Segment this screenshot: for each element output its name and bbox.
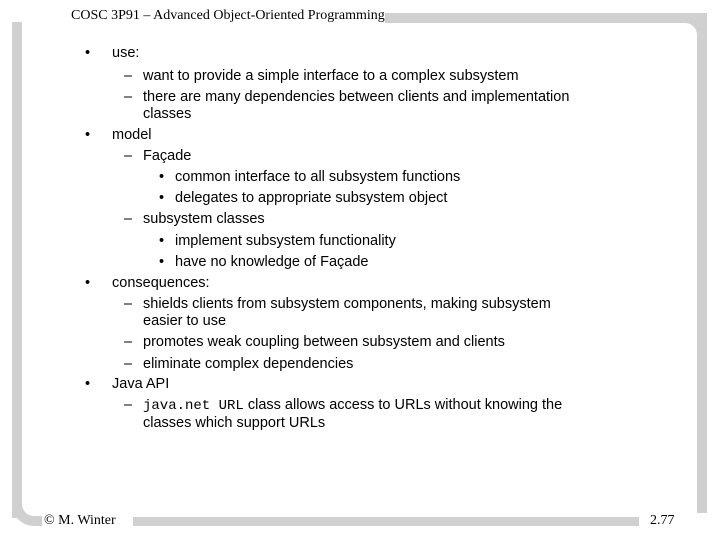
sub-bullet-marker: •: [159, 233, 165, 249]
java-net-url-code: java.net URL: [143, 398, 244, 414]
bullet-marker: •: [85, 45, 91, 61]
bullet-marker: •: [85, 127, 91, 143]
frame-left-bar: [12, 22, 22, 518]
use-item-2-cont: classes: [143, 106, 192, 122]
subsystem-item-2: have no knowledge of Façade: [175, 254, 369, 270]
page-number: 2.77: [650, 513, 675, 528]
dash-marker: –: [124, 148, 133, 164]
bullet-model: model: [112, 127, 152, 143]
consequence-item-2: promotes weak coupling between subsystem and clients: [143, 334, 505, 350]
dash-marker: –: [124, 211, 133, 227]
frame-right-bar: [697, 13, 707, 513]
facade-item-2: delegates to appropriate subsystem object: [175, 190, 448, 206]
dash-marker: –: [124, 356, 133, 372]
frame-top-bar: [385, 13, 707, 23]
consequence-item-3: eliminate complex dependencies: [143, 356, 354, 372]
frame-bottom-bar: [133, 517, 639, 526]
dash-marker: –: [124, 296, 133, 312]
model-facade: Façade: [143, 148, 192, 164]
bullet-marker: •: [85, 275, 91, 291]
bullet-use: use:: [112, 45, 140, 61]
dash-marker: –: [124, 397, 133, 413]
facade-item-1: common interface to all subsystem functions: [175, 169, 461, 185]
bullet-java-api: Java API: [112, 376, 170, 392]
consequence-item-1: shields clients from subsystem components, making subsystem: [143, 296, 551, 312]
java-api-item: [143, 397, 562, 415]
java-api-item-text: class allows access to URLs without knowing the: [243, 397, 563, 413]
sub-bullet-marker: •: [159, 190, 165, 206]
sub-bullet-marker: •: [159, 254, 165, 270]
dash-marker: –: [124, 68, 133, 84]
bullet-consequences: consequences:: [112, 275, 210, 291]
subsystem-item-1: implement subsystem functionality: [175, 233, 396, 249]
dash-marker: –: [124, 89, 133, 105]
use-item-2: there are many dependencies between clients and implementation: [143, 89, 570, 105]
sub-bullet-marker: •: [159, 169, 165, 185]
frame-corner-bottom-left: [12, 496, 42, 526]
model-subsystem: subsystem classes: [143, 211, 265, 227]
dash-marker: –: [124, 334, 133, 350]
use-item-1: want to provide a simple interface to a complex subsystem: [143, 68, 519, 84]
consequence-item-1-cont: easier to use: [143, 313, 227, 329]
java-api-item-cont: classes which support URLs: [143, 415, 326, 431]
footer-author: © M. Winter: [44, 513, 116, 528]
slide-header: COSC 3P91 – Advanced Object-Oriented Programming: [71, 8, 385, 23]
bullet-marker: •: [85, 376, 91, 392]
